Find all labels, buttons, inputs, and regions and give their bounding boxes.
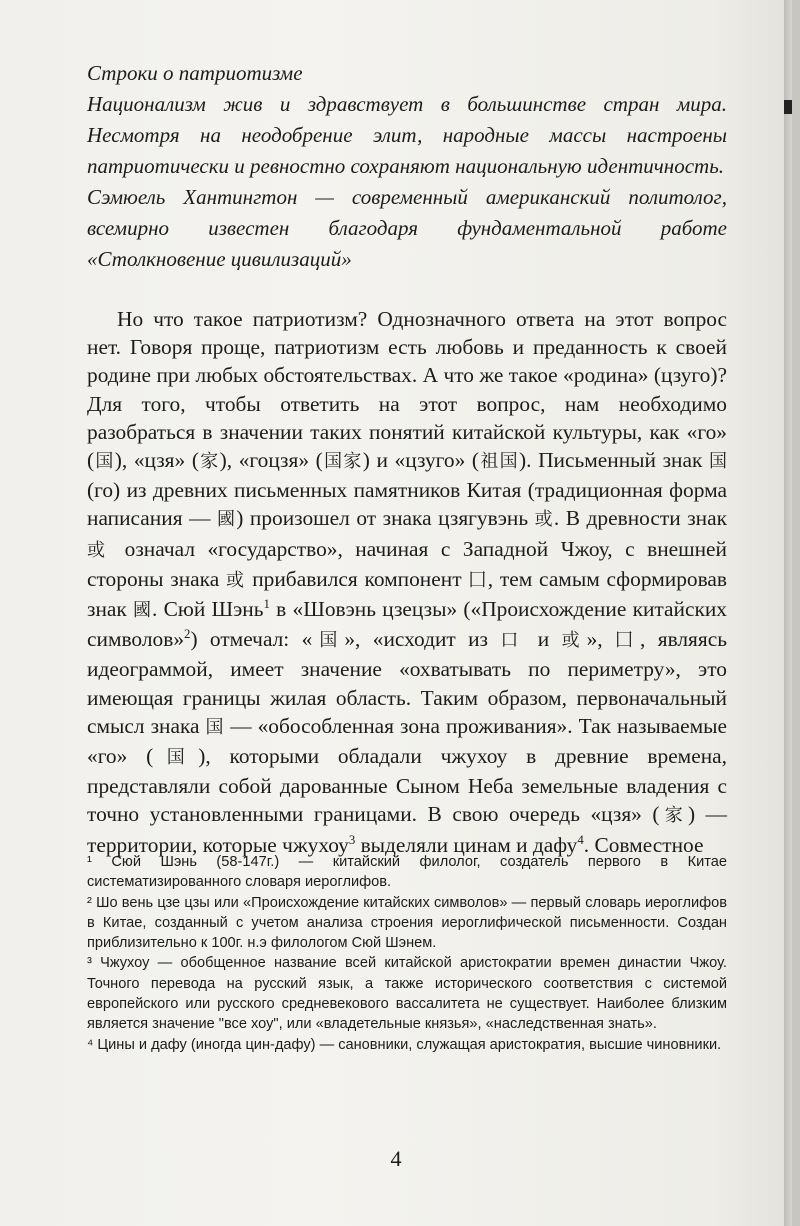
- hanzi: 国: [94, 451, 115, 473]
- hanzi: 囗: [615, 630, 641, 652]
- epigraph-attribution: Сэмюель Хантингтон — современный американский политолог, всемирно известен благодаря фундаментальной работе «Столкновение цивилизаций»: [87, 185, 727, 271]
- hanzi: 国: [153, 747, 199, 769]
- hanzi: 或: [561, 630, 587, 652]
- footnote-ref[interactable]: 4: [577, 832, 584, 847]
- footnote-1: ¹ Сюй Шэнь (58-147г.) — китайский филолог, создатель первого в Китае систематизированного словаря иероглифов.: [87, 854, 727, 891]
- hanzi: 或: [226, 569, 246, 591]
- page-edge: [784, 0, 792, 1226]
- footnote-3: ³ Чжухоу — обобщенное название всей китайской аристократии времен династии Чжоу. Точного перевода на русский язык, а также исторического соответствия с системой европейского или русского средневекового вассалитета не существует. Наиболее близким является значение "все хоу", или «владетельные князья», «наследственная знать».: [87, 955, 727, 1033]
- epigraph: [87, 58, 727, 275]
- footnotes: [87, 852, 727, 1055]
- hanzi: 家: [659, 805, 688, 827]
- footnote-2: ² Шо вень цзе цзы или «Происхождение китайских символов» — первый словарь иероглифов в Китае, созданный с учетом анализа строения иероглифической письменности. Создан приблизительно к 100г. н.э филологом Сюй Шэнем.: [87, 894, 727, 952]
- hanzi: 口: [500, 630, 526, 652]
- page-number: 4: [390, 1146, 402, 1171]
- footnote-ref[interactable]: 1: [263, 596, 270, 611]
- hanzi: 國: [217, 509, 237, 531]
- hanzi: 国: [709, 451, 728, 473]
- hanzi: 国家: [322, 451, 363, 473]
- hanzi: 国: [205, 716, 225, 738]
- hanzi: 国: [312, 630, 345, 652]
- hanzi: 祖国: [479, 451, 519, 473]
- hanzi: 或: [87, 539, 113, 561]
- epigraph-title: Строки о патриотизме: [87, 61, 303, 85]
- footnote-ref[interactable]: 2: [184, 627, 191, 642]
- main-text: [87, 305, 727, 859]
- body-paragraph: Но что такое патриотизм? Однозначного ответа на этот вопрос нет. Говоря проще, патриотизм есть любовь и преданность к своей родине при любых обстоятельствах. А что же такое «родина» (цзуго)? Для того, чтобы ответить на этот вопрос, нам необходимо разобраться в значении таких понятий китайской культуры, как «го» (国), «цзя» (家), «гоцзя» (国家) и «цзуго» (祖国). Письменный знак 国 (го) из древних письменных памятников Китая (традиционная форма написания — 國) произошел от знака цзягувэнь 或. В древности знак 或 означал «государство», начиная с Западной Чжоу, с внешней стороны знака 或 прибавился компонент 囗, тем самым сформировав знак 國. Сюй Шэнь$^1$ в «Шовэнь цзецзы» («Происхождение китайских символов»$^2$) отмечал: «国», «исходит из 口 и 或», 囗, являясь идеограммой, имеет значение «охватывать по периметру», это имеющая границы жилая область. Таким образом, первоначальный смысл знака 国 — «обособленная зона проживания». Так называемые «го» (国), которыми обладали чжухоу в древние времена, представляли собой дарованные Сыном Неба земельные владения с точно установленными границами. В свою очередь «цзя» (家) — территории, которые чжухоу$^3$ выделяли цинам и дафу$^4$. Совместное: [87, 307, 728, 857]
- hanzi: 國: [133, 600, 152, 622]
- footnote-4: ⁴ Цины и дафу (иногда цин-дафу) — сановники, служащая аристократия, высшие чиновники.: [87, 1036, 722, 1053]
- epigraph-quote: Национализм жив и здравствует в большинстве стран мира. Несмотря на неодобрение элит, народные массы настроены патриотически и ревностно сохраняют национальную идентичность.: [87, 92, 727, 178]
- hanzi: 囗: [468, 569, 488, 591]
- hanzi: 家: [199, 451, 220, 473]
- edge-marker: [784, 100, 792, 114]
- footnote-ref[interactable]: 3: [348, 832, 356, 847]
- hanzi: 或: [534, 509, 554, 531]
